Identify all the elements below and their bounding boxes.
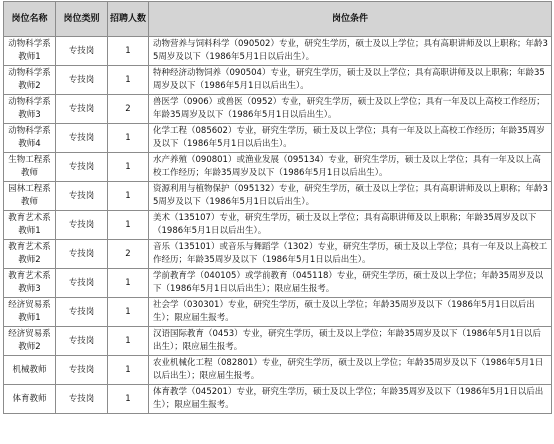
cell-count: 2: [108, 240, 149, 269]
cell-requirements: 美术（135107）专业，研究生学历，硕士及以上学位；具有高职讲师及以上职称；年龄35周岁及以下（1986年5月1日以后出生）。: [149, 211, 552, 240]
header-requirements: 岗位条件: [149, 2, 552, 37]
cell-position: 生物工程系 教师: [4, 153, 56, 182]
recruitment-table: [3, 1, 552, 414]
cell-category: 专技岗: [56, 211, 108, 240]
recruitment-table-container: [3, 1, 551, 414]
cell-requirements: 兽医学（0906）或兽医（0952）专业，研究生学历，硕士及以上学位；具有一年及以上高校工作经历；年龄35周岁及以下（1986年5月1日以后出生）。: [149, 95, 552, 124]
table-row: [4, 95, 552, 124]
cell-position: 体育教师: [4, 385, 56, 414]
table-row: [4, 124, 552, 153]
cell-count: 1: [108, 66, 149, 95]
cell-requirements: 化学工程（085602）专业，研究生学历，硕士及以上学位；具有一年及以上高校工作经历；年龄35周岁及以下（1986年5月1日以后出生）。: [149, 124, 552, 153]
table-row: [4, 356, 552, 385]
table-row: [4, 298, 552, 327]
cell-requirements: 社会学（030301）专业，研究生学历，硕士及以上学位；年龄35周岁及以下（1986年5月1日以后出生）；限应届生报考。: [149, 298, 552, 327]
table-row: [4, 153, 552, 182]
cell-count: 1: [108, 327, 149, 356]
cell-count: 1: [108, 385, 149, 414]
cell-category: 专技岗: [56, 95, 108, 124]
cell-category: 专技岗: [56, 182, 108, 211]
cell-requirements: 水产养殖（090801）或渔业发展（095134）专业，研究生学历，硕士及以上学位；具有一年及以上高校工作经历；年龄35周岁及以下（1986年5月1日以后出生）。: [149, 153, 552, 182]
header-row: [4, 2, 552, 37]
cell-count: 1: [108, 269, 149, 298]
table-header: [4, 2, 552, 37]
cell-category: 专技岗: [56, 356, 108, 385]
cell-count: 1: [108, 182, 149, 211]
header-count: 招聘人数: [108, 2, 149, 37]
cell-requirements: 音乐（135101）或音乐与舞蹈学（1302）专业，研究生学历，硕士及以上学位；具有一年及以上高校工作经历；年龄35周岁及以下（1986年5月1日以后出生）。: [149, 240, 552, 269]
cell-position: 教育艺术系教师3: [4, 269, 56, 298]
table-row: [4, 385, 552, 414]
cell-requirements: 特种经济动物饲养（090504）专业，研究生学历，硕士及以上学位；具有高职讲师及以上职称；年龄35周岁及以下（1986年5月1日以后出生）。: [149, 66, 552, 95]
cell-count: 1: [108, 124, 149, 153]
cell-category: 专技岗: [56, 124, 108, 153]
cell-category: 专技岗: [56, 385, 108, 414]
cell-position: 园林工程系教师: [4, 182, 56, 211]
table-row: [4, 240, 552, 269]
table-row: [4, 37, 552, 66]
cell-position: 教育艺术系教师2: [4, 240, 56, 269]
cell-category: 专技岗: [56, 269, 108, 298]
cell-count: 1: [108, 211, 149, 240]
header-category: 岗位类别: [56, 2, 108, 37]
cell-count: 1: [108, 356, 149, 385]
cell-position: 动物科学系教师2: [4, 66, 56, 95]
cell-category: 专技岗: [56, 153, 108, 182]
cell-requirements: 动物营养与饲料科学（090502）专业，研究生学历，硕士及以上学位；具有高职讲师及以上职称；年龄35周岁及以下（1986年5月1日以后出生）。: [149, 37, 552, 66]
cell-requirements: 汉语国际教育（0453）专业，研究生学历，硕士及以上学位；年龄35周岁及以下（1986年5月1日以后出生）；限应届生报考。: [149, 327, 552, 356]
cell-requirements: 体育教学（045201）专业，研究生学历，硕士及以上学位；年龄35周岁及以下（1986年5月1日以后出生）；限应届生报考。: [149, 385, 552, 414]
cell-category: 专技岗: [56, 327, 108, 356]
cell-position: 教育艺术系教师1: [4, 211, 56, 240]
cell-count: 1: [108, 298, 149, 327]
table-row: [4, 66, 552, 95]
table-row: [4, 327, 552, 356]
cell-requirements: 农业机械化工程（082801）专业，研究生学历，硕士及以上学位；年龄35周岁及以下（1986年5月1日以后出生）；限应届生报考。: [149, 356, 552, 385]
cell-position: 机械教师: [4, 356, 56, 385]
cell-position: 动物科学系教师1: [4, 37, 56, 66]
cell-position: 动物科学系教师4: [4, 124, 56, 153]
cell-count: 2: [108, 95, 149, 124]
cell-requirements: 资源利用与植物保护（095132）专业，研究生学历，硕士及以上学位；具有高职讲师及以上职称；年龄35周岁及以下（1986年5月1日以后出生）。: [149, 182, 552, 211]
cell-count: 1: [108, 37, 149, 66]
cell-requirements: 学前教育学（040105）或学前教育（045118）专业，研究生学历，硕士及以上学位；年龄35周岁及以下（1986年5月1日以后出生）；限应届生报考。: [149, 269, 552, 298]
table-body: [4, 37, 552, 414]
cell-category: 专技岗: [56, 66, 108, 95]
cell-position: 经济贸易系教师2: [4, 327, 56, 356]
cell-position: 动物科学系教师3: [4, 95, 56, 124]
cell-position: 经济贸易系教师1: [4, 298, 56, 327]
cell-category: 专技岗: [56, 240, 108, 269]
table-row: [4, 211, 552, 240]
cell-count: 1: [108, 153, 149, 182]
cell-category: 专技岗: [56, 298, 108, 327]
table-row: [4, 182, 552, 211]
header-position: 岗位名称: [4, 2, 56, 37]
cell-category: 专技岗: [56, 37, 108, 66]
table-row: [4, 269, 552, 298]
